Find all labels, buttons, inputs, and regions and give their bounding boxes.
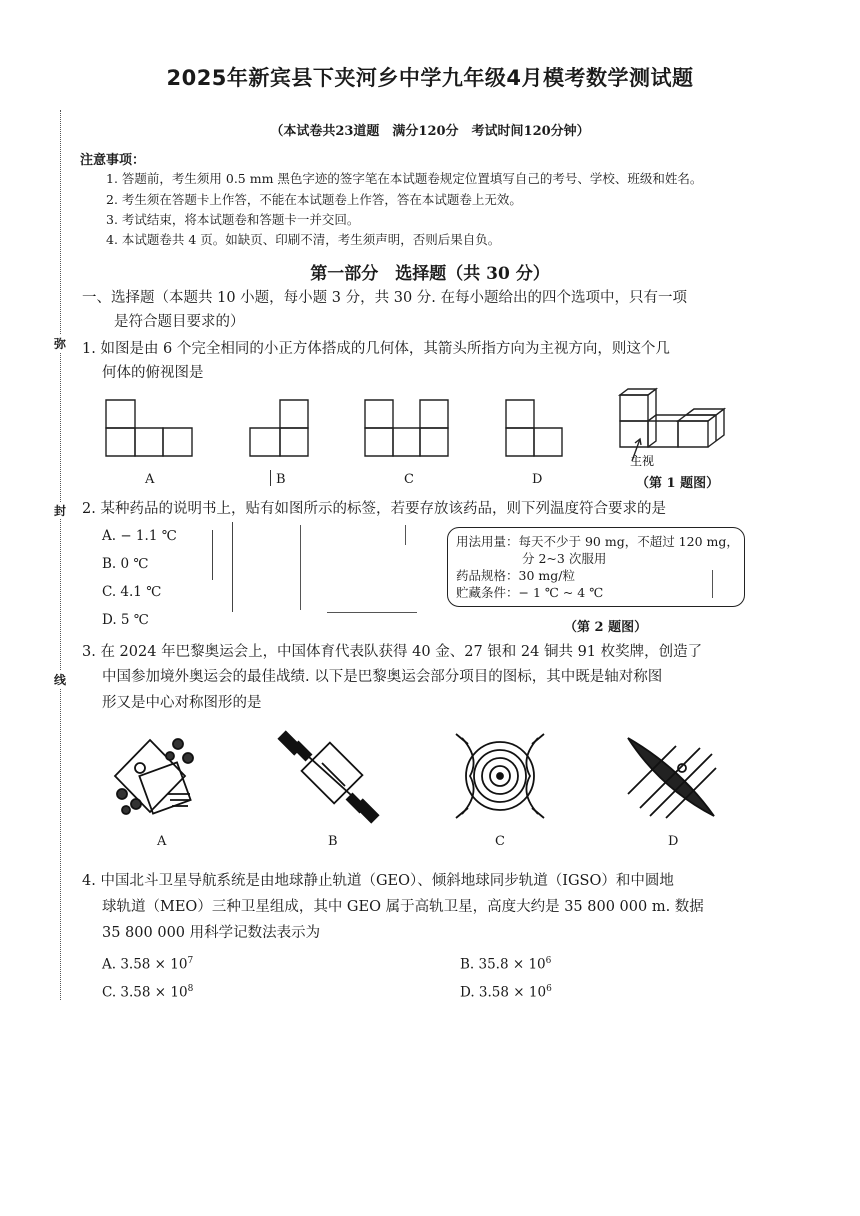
scan-mark bbox=[327, 612, 417, 613]
q1-option-c-label: C bbox=[404, 472, 414, 487]
q1-stem-cont: 何体的俯视图是 bbox=[102, 365, 204, 381]
note-item: 1. 答题前，考生须用 0.5 mm 黑色字迹的签字笔在本试题卷规定位置填写自己的考号、学校、班级和姓名。 bbox=[106, 171, 703, 186]
binding-char-close: 封 bbox=[54, 504, 67, 518]
q1-option-b-label: B bbox=[276, 472, 286, 487]
label-dosage: 用法用量：每天不少于 90 mg，不超过 120 mg， bbox=[456, 534, 739, 549]
q4-option-b-exp: 6 bbox=[545, 956, 552, 966]
q1-option-a-figure bbox=[106, 400, 192, 456]
q4-option-d bbox=[460, 984, 552, 1001]
q3-option-c-label: C bbox=[495, 834, 505, 849]
q2-option-c: C. 4.1 ℃ bbox=[102, 584, 162, 600]
q1-figures bbox=[0, 385, 860, 495]
q4-option-a bbox=[102, 956, 193, 973]
label-dosage-cont: 分 2~3 次服用 bbox=[522, 551, 607, 566]
q4-option-b-base: B. 35.8 × 10 bbox=[460, 956, 546, 973]
q2-option-d: D. 5 ℃ bbox=[102, 612, 149, 628]
q4-option-c-exp: 8 bbox=[187, 984, 194, 994]
q2-option-a: A. − 1.1 ℃ bbox=[102, 528, 177, 544]
scan-mark bbox=[232, 522, 233, 612]
q4-option-c-base: C. 3.58 × 10 bbox=[102, 984, 188, 1001]
q1-option-c-figure bbox=[365, 400, 448, 456]
part-title: 第一部分 选择题（共 30 分） bbox=[310, 264, 550, 284]
q4-option-b bbox=[460, 956, 551, 973]
label-storage: 贮藏条件：− 1 ℃ ~ 4 ℃ bbox=[456, 585, 604, 600]
scan-mark bbox=[405, 525, 406, 545]
q3-stem-cont2: 形又是中心对称图形的是 bbox=[102, 695, 262, 711]
q3-option-d-icon bbox=[628, 738, 716, 818]
q2-medicine-label bbox=[447, 527, 745, 607]
label-spec: 药品规格：30 mg/粒 bbox=[456, 568, 575, 583]
q1-solid-figure bbox=[620, 389, 724, 461]
q4-option-d-exp: 6 bbox=[546, 984, 552, 994]
binding-char-seal: 弥 bbox=[54, 337, 67, 351]
scan-mark bbox=[212, 530, 213, 580]
q3-option-a-label: A bbox=[157, 834, 167, 849]
q3-stem-cont: 中国参加境外奥运会的最佳战绩. 以下是巴黎奥运会部分项目的图标，其中既是轴对称图 bbox=[102, 669, 663, 685]
q3-stem: 3. 在 2024 年巴黎奥运会上，中国体育代表队获得 40 金、27 银和 24 铜共 91 枚奖牌，创造了 bbox=[82, 644, 703, 660]
q3-option-b-icon bbox=[279, 732, 379, 823]
q4-option-a-exp: 7 bbox=[187, 956, 194, 966]
exam-subtitle: （本试卷共23道题 满分120分 考试时间120分钟） bbox=[270, 124, 590, 139]
q4-option-a-base: A. 3.58 × 10 bbox=[102, 956, 188, 973]
binding-line bbox=[60, 110, 61, 1000]
q3-option-b-label: B bbox=[328, 834, 338, 849]
q1-arrow-label: 主视 bbox=[630, 454, 655, 468]
exam-title: 2025年新宾县下夹河乡中学九年级4月模考数学测试题 bbox=[166, 66, 694, 90]
q4-stem: 4. 中国北斗卫星导航系统是由地球静止轨道（GEO）、倾斜地球同步轨道（IGSO）和中圆地 bbox=[82, 873, 674, 889]
q1-stem: 1. 如图是由 6 个完全相同的小正方体搭成的几何体，其箭头所指方向为主视方向，则这个几 bbox=[82, 341, 670, 357]
q2-option-b: B. 0 ℃ bbox=[102, 556, 149, 572]
section-instruction-cont: 是符合题目要求的） bbox=[114, 314, 245, 330]
scan-mark bbox=[300, 525, 301, 610]
scan-mark bbox=[270, 470, 271, 486]
q3-option-d-label: D bbox=[668, 834, 679, 849]
q4-option-d-base: D. 3.58 × 10 bbox=[460, 984, 547, 1001]
section-instruction: 一、选择题（本题共 10 小题，每小题 3 分，共 30 分. 在每小题给出的四个选项中，只有一项 bbox=[82, 290, 687, 306]
note-item: 4. 本试题卷共 4 页。如缺页、印刷不清，考生须声明，否则后果自负。 bbox=[106, 232, 501, 247]
binding-char-line: 线 bbox=[54, 673, 67, 687]
q4-option-c bbox=[102, 984, 193, 1001]
q4-stem-cont: 球轨道（MEO）三种卫星组成，其中 GEO 属于高轨卫星，高度大约是 35 800 000 m. 数据 bbox=[102, 899, 704, 915]
q1-option-a-label: A bbox=[145, 472, 155, 487]
q1-caption: （第 1 题图） bbox=[636, 476, 720, 491]
q2-stem: 2. 某种药品的说明书上，贴有如图所示的标签，若要存放该药品，则下列温度符合要求的是 bbox=[82, 501, 666, 517]
notes-heading: 注意事项： bbox=[80, 153, 146, 168]
q1-option-d-label: D bbox=[532, 472, 543, 487]
q4-stem-cont2: 35 800 000 用科学记数法表示为 bbox=[102, 925, 321, 941]
q2-caption: （第 2 题图） bbox=[564, 620, 648, 635]
q3-option-a-icon bbox=[115, 739, 193, 814]
q1-option-d-figure bbox=[506, 400, 562, 456]
q1-option-b-figure bbox=[250, 400, 308, 456]
note-item: 2. 考生须在答题卡上作答，不能在本试题卷上作答，答在本试题卷上无效。 bbox=[106, 192, 522, 207]
note-item: 3. 考试结束，将本试题卷和答题卡一并交回。 bbox=[106, 212, 360, 227]
q3-option-c-icon bbox=[456, 734, 544, 818]
q3-icons bbox=[0, 728, 860, 828]
